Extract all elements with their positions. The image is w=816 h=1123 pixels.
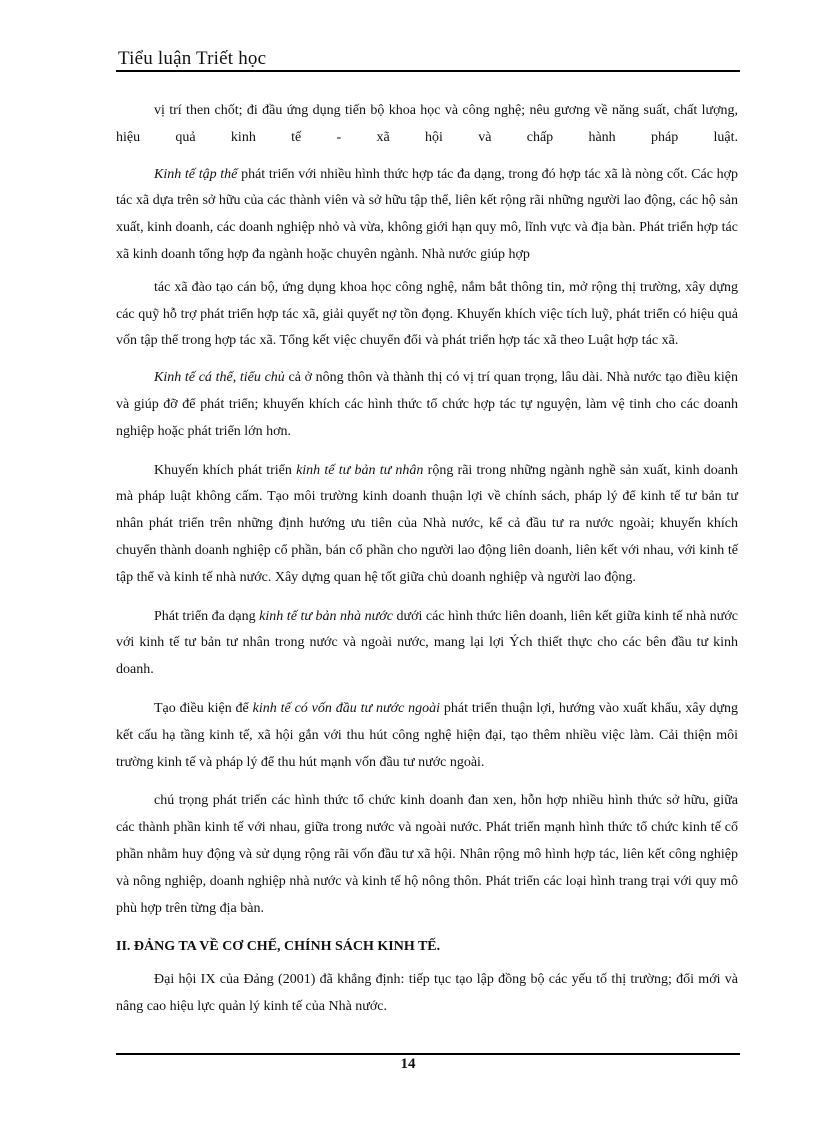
page-number: 14	[400, 1056, 416, 1072]
document-body	[116, 98, 738, 1033]
paragraph-collective-economy: Kinh tế tập thể phát triển với nhiều hình thức hợp tác đa dạng, trong đó hợp tác xã là nòng cốt. Các hợp tác xã dựa trên sở hữu của các thành viên và sở hữu tập thể, liên kết rộng rãi những người lao động, các hộ sản xuất, kinh doanh, các doanh nghiệp nhỏ và vừa, không giới hạn quy mô, lĩnh vực và địa bàn. Phát triển hợp tác xã kinh doanh tổng hợp đa ngành hoặc chuyên ngành. Nhà nước giúp hợp	[116, 166, 738, 262]
paragraph-cooperative-support: tác xã đào tạo cán bộ, ứng dụng khoa học công nghệ, nắm bắt thông tin, mở rộng thị trường, xây dựng các quỹ hỗ trợ phát triển hợp tác xã, giải quyết nợ tồn đọng. Khuyến khích việc tích luỹ, phát triển có hiệu quả vốn tập thể trong hợp tác xã. Tổng kết việc chuyển đổi và phát triển hợp tác xã theo Luật hợp tác xã.	[116, 279, 738, 349]
emphasis-term: Kinh tế cá thể, tiểu chủ	[154, 370, 285, 386]
page-header-title: Tiểu luận Triết học	[118, 48, 267, 69]
paragraph-foreign-investment: Tạo điều kiện để kinh tế có vốn đầu tư nước ngoài phát triển thuận lợi, hướng vào xuất khẩu, xây dựng kết cấu hạ tầng kinh tế, xã hội gắn với thu hút công nghệ hiện đại, tạo thêm nhiều việc làm. Cải thiện môi trường kinh tế và pháp lý để thu hút mạnh vốn đầu tư nước ngoài.	[116, 700, 739, 770]
paragraph-mixed-ownership: chú trọng phát triển các hình thức tổ chức kinh doanh đan xen, hỗn hợp nhiều hình thức sở hữu, giữa các thành phần kinh tế với nhau, giữa trong nước và ngoài nước. Phát triển mạnh hình thức tổ chức kinh tế cổ phần nhằm huy động và sử dụng rộng rãi vốn đầu tư xã hội. Nhân rộng mô hình hợp tác, liên kết công nghiệp và nông nghiệp, doanh nghiệp nhà nước và kinh tế hộ nông thôn. Phát triển các loại hình trang trại với quy mô phù hợp trên từng địa bàn.	[116, 793, 738, 916]
paragraph-individual-economy: Kinh tế cá thể, tiểu chủ cả ở nông thôn và thành thị có vị trí quan trọng, lâu dài. Nhà nước tạo điều kiện và giúp đỡ để phát triển; khuyến khích các hình thức tổ chức hợp tác tự nguyện, làm vệ tinh cho các doanh nghiệp hoặc phát triển lớn hơn.	[116, 370, 738, 439]
emphasis-term: Kinh tế tập thể	[154, 166, 238, 182]
paragraph-private-capital: Khuyến khích phát triển kinh tế tư bản tư nhân rộng rãi trong những ngành nghề sản xuất, kinh doanh mà pháp luật không cấm. Tạo môi trường kinh doanh thuận lợi về chính sách, pháp lý để kinh tế tư bản tư nhân phát triển trên những định hướng ưu tiên của Nhà nước, kể cả đầu tư ra nước ngoài; khuyến khích chuyển thành doanh nghiệp cổ phần, bán cổ phần cho người lao động liên doanh, liên kết với nhau, với kinh tế tập thể và kinh tế nhà nước. Xây dựng quan hệ tốt giữa chủ doanh nghiệp và người lao động.	[116, 462, 738, 585]
paragraph-continuation: vị trí then chốt; đi đầu ứng dụng tiến bộ khoa học và công nghệ; nêu gương về năng suất, chất lượng, hiệu quả kinh tế - xã hội và chấp hành pháp luật.	[116, 103, 738, 145]
footer-divider	[116, 1053, 740, 1055]
header-divider	[116, 70, 740, 72]
paragraph-state-capital: Phát triển đa dạng kinh tế tư bản nhà nước dưới các hình thức liên doanh, liên kết giữa kinh tế nhà nước với kinh tế tư bản tư nhân trong nước và ngoài nước, mang lại lợi Ých thiết thực cho các bên đầu tư kinh doanh.	[116, 608, 739, 678]
paragraph-congress-ix: Đại hội IX của Đảng (2001) đã khẳng định: tiếp tục tạo lập đồng bộ các yếu tố thị trường; đổi mới và nâng cao hiệu lực quản lý kinh tế của Nhà nước.	[116, 972, 738, 1014]
section-heading: II. ĐẢNG TA VỀ CƠ CHẾ, CHÍNH SÁCH KINH TẾ.	[116, 939, 441, 955]
emphasis-term: kinh tế có vốn đầu tư nước ngoài	[252, 700, 441, 716]
emphasis-term: kinh tế tư bản tư nhân	[296, 462, 424, 478]
emphasis-term: kinh tế tư bản nhà nước	[259, 608, 393, 624]
